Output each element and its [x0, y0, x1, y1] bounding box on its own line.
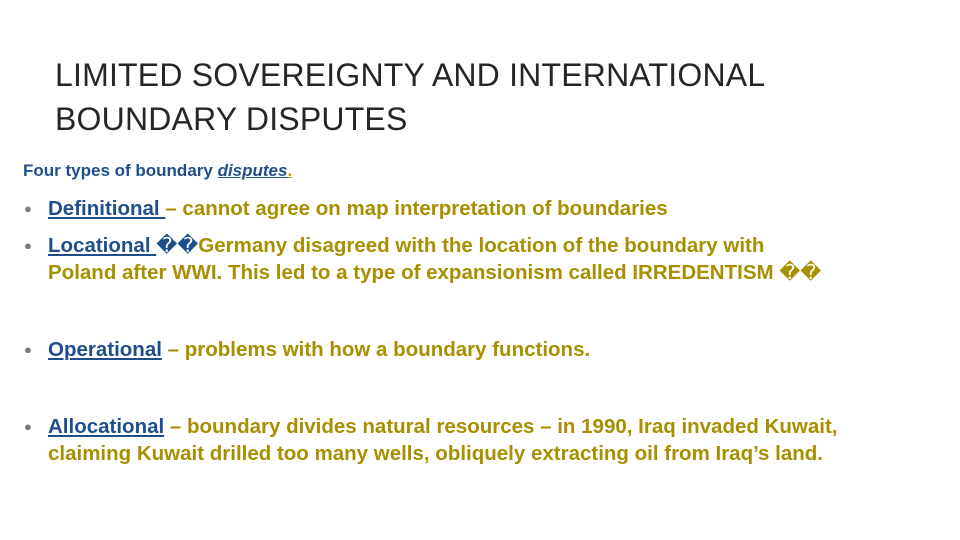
- bullet-icon: ●: [24, 419, 32, 434]
- bullet-icon: ●: [24, 342, 32, 357]
- term-locational[interactable]: Locational: [48, 234, 157, 257]
- item-text: [48, 413, 924, 467]
- slide-title: [55, 53, 935, 141]
- item-description: – cannot agree on map interpretation of boundaries: [165, 197, 668, 220]
- list-item-allocational: [24, 413, 924, 467]
- bullet-icon: ●: [24, 238, 32, 253]
- item-description-line-1: Germany disagreed with the location of the boundary with: [198, 234, 765, 257]
- title-line-1: LIMITED SOVEREIGNTY AND INTERNATIONAL: [55, 57, 766, 93]
- item-description: – problems with how a boundary functions.: [161, 338, 591, 361]
- missing-glyph-icon: ��: [156, 233, 199, 257]
- list-item-definitional: [24, 195, 954, 222]
- term-definitional[interactable]: Definitional: [48, 197, 166, 220]
- disputes-link[interactable]: disputes: [217, 161, 288, 180]
- subtitle: [23, 161, 292, 181]
- title-line-2: BOUNDARY DISPUTES: [55, 101, 408, 137]
- list-item-operational: [24, 336, 954, 363]
- term-allocational[interactable]: Allocational: [48, 415, 165, 438]
- item-text: [48, 195, 954, 222]
- list-item-locational: [24, 232, 954, 286]
- subtitle-suffix: .: [287, 161, 293, 180]
- subtitle-prefix: Four types of boundary: [23, 161, 218, 180]
- bullet-icon: ●: [24, 201, 32, 216]
- term-operational[interactable]: Operational: [48, 338, 162, 361]
- item-text: [48, 336, 954, 363]
- missing-glyph-icon: ��: [779, 260, 822, 284]
- item-text: [48, 232, 954, 286]
- item-description-line-2: Poland after WWI. This led to a type of expansionism called IRREDENTISM: [48, 261, 780, 284]
- item-description: – boundary divides natural resources – in 1990, Iraq invaded Kuwait, claiming Kuwait drilled too many wells, obliquely extracting oil from Iraq’s land.: [48, 415, 838, 465]
